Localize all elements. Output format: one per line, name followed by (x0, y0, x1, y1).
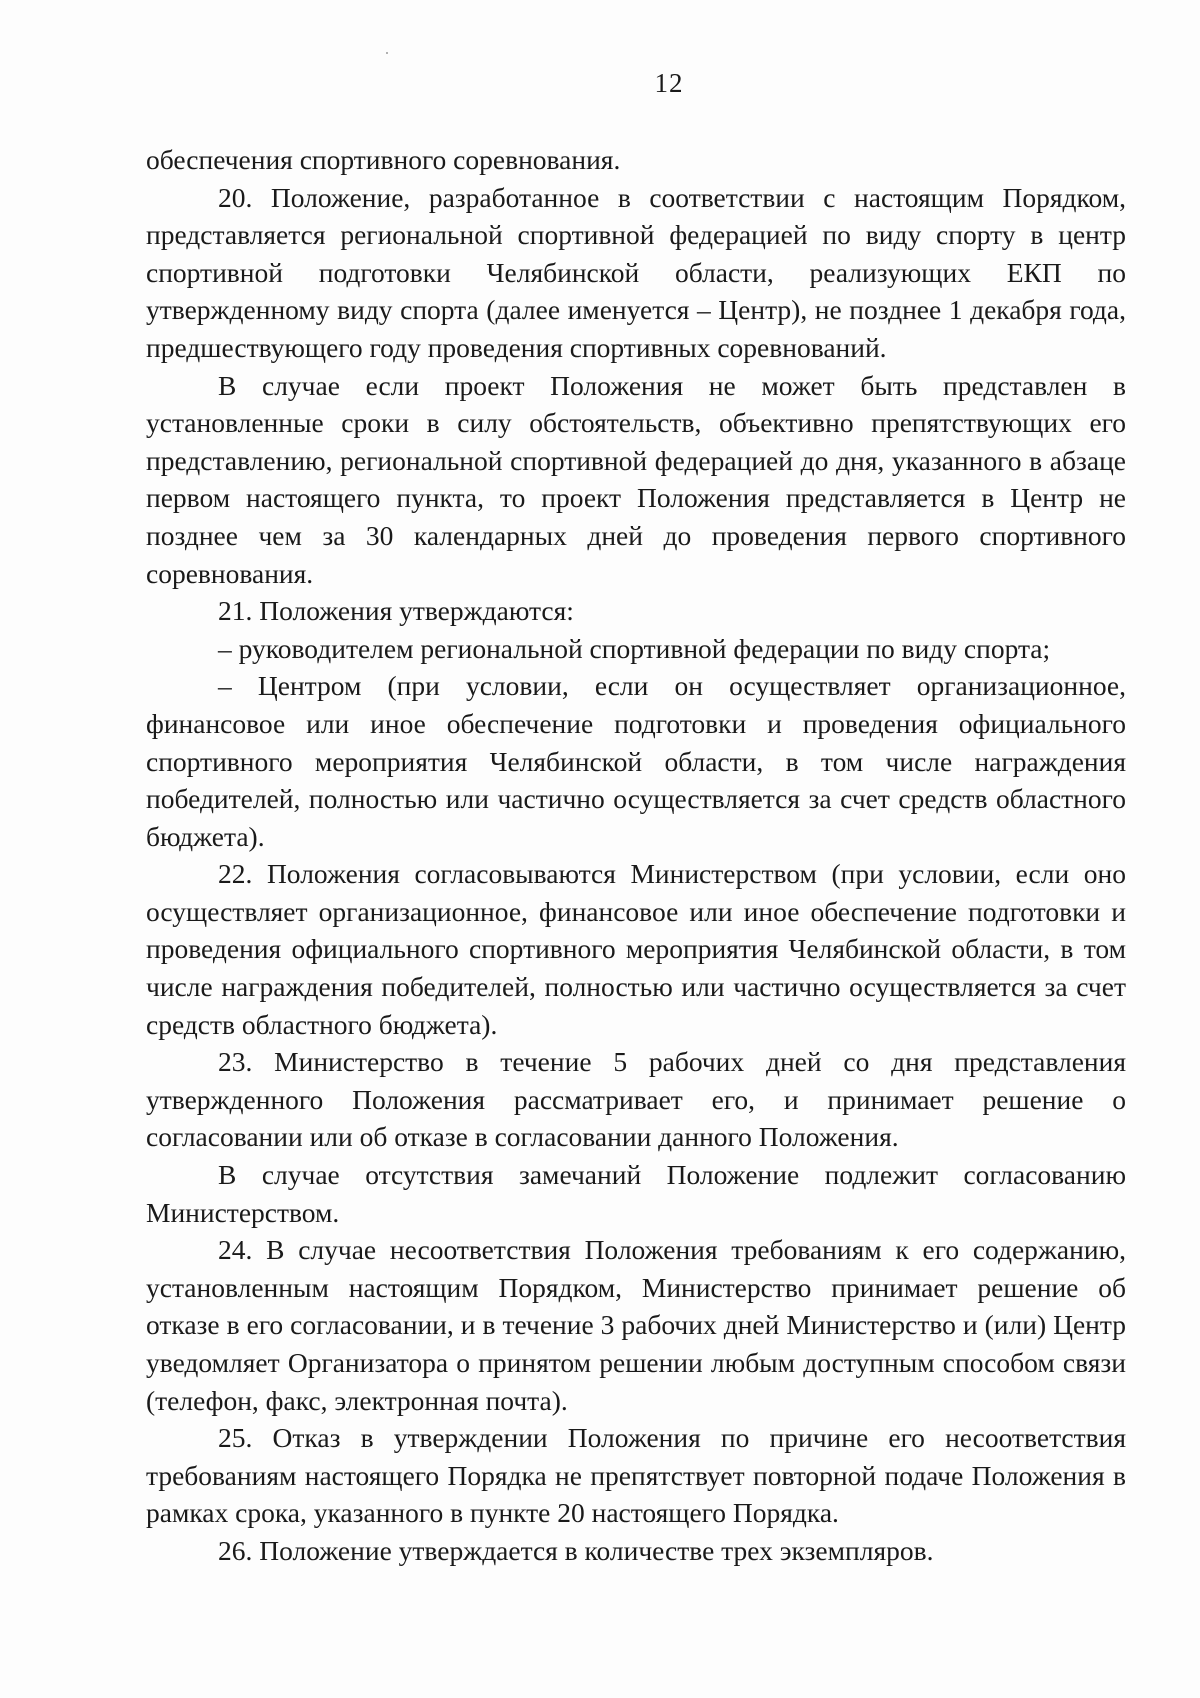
page-number: 12 (654, 68, 684, 98)
paragraph-item-25: 25. Отказ в утверждении Положения по причине его несоответствия требованиям настоящего Порядка не препятствует повторной подаче Положения в рамках срока, указанного в пункте 20 настоящего Порядка. (146, 1422, 1126, 1529)
paragraph-item-23-note: В случае отсутствия замечаний Положение подлежит согласованию Министерством. (146, 1159, 1126, 1228)
paragraph-item-26: 26. Положение утверждается в количестве трех экземпляров. (218, 1534, 934, 1566)
paragraph-item-22: 22. Положения согласовываются Министерством (при условии, если оно осуществляет организационное, финансовое или иное обеспечение подготовки и проведения официального спортивного мероприятия Челябинской области, в том числе награждения победителей, полностью или частично осуществляется за счет средств областного бюджета). (146, 858, 1126, 1040)
scan-speck (386, 52, 388, 54)
paragraph-item-20: 20. Положение, разработанное в соответствии с настоящим Порядком, представляется региональной спортивной федерацией по виду спорту в центр спортивной подготовки Челябинской области, реализующих ЕКП по утвержденному виду спорта (далее именуется – Центр), не позднее 1 декабря года, предшествующего году проведения спортивных соревнований. (146, 181, 1126, 363)
paragraph-item-23: 23. Министерство в течение 5 рабочих дней со дня представления утвержденного Положения рассматривает его, и принимает решение о согласовании или об отказе в согласовании данного Положения. (146, 1046, 1126, 1153)
document-body (146, 141, 1126, 1570)
list-item-center: – Центром (при условии, если он осуществляет организационное, финансовое или иное обеспечение подготовки и проведения официального спортивного мероприятия Челябинской области, в том числе награждения победителей, полностью или частично осуществляется за счет средств областного бюджета). (146, 670, 1126, 852)
list-item-federation-head: – руководителем региональной спортивной федерации по виду спорта; (218, 632, 1051, 664)
paragraph-item-24: 24. В случае несоответствия Положения требованиям к его содержанию, установленным настоящим Порядком, Министерство принимает решение об отказе в его согласовании, и в течение 3 рабочих дней Министерство и (или) Центр уведомляет Организатора о принятом решении любым доступным способом связи (телефон, факс, электронная почта). (146, 1234, 1126, 1416)
paragraph-item-21: 21. Положения утверждаются: (218, 595, 574, 627)
paragraph-continuation: обеспечения спортивного соревнования. (146, 144, 621, 175)
paragraph-item-20-note: В случае если проект Положения не может быть представлен в установленные сроки в силу обстоятельств, объективно препятствующих его представлению, региональной спортивной федерацией до дня, указанного в абзаце первом настоящего пункта, то проект Положения представляется в Центр не позднее чем за 30 календарных дней до проведения первого спортивного соревнования. (146, 369, 1126, 589)
